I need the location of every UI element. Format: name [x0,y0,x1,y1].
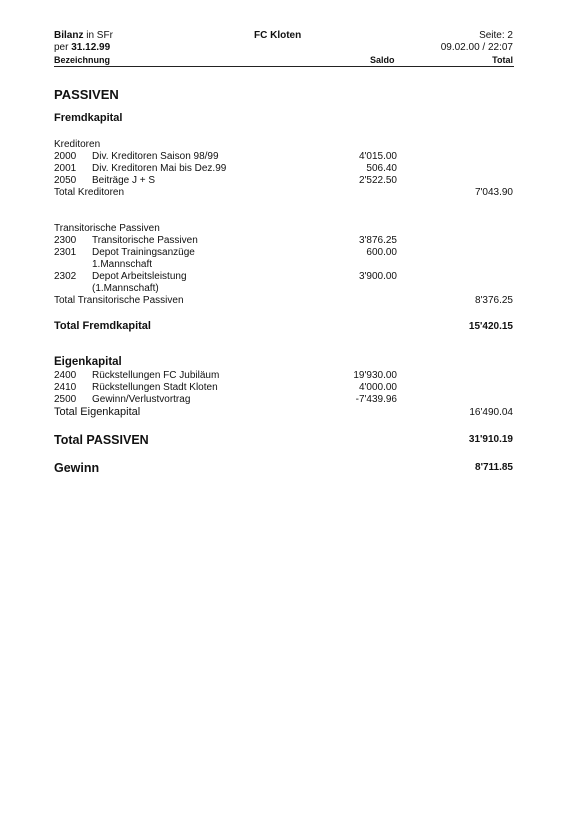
account-number: 2301 [54,247,77,258]
account-label: Beiträge J + S [92,175,156,186]
kreditoren-total-value: 7'043.90 [474,187,513,198]
eigenkapital-total-value: 16'490.04 [469,407,513,418]
kreditoren-total-label: Total Kreditoren [54,187,125,198]
gewinn-label: Gewinn [54,461,100,475]
account-label: Transitorische Passiven [92,235,198,246]
report-title-bold: Bilanz [54,30,84,41]
account-number: 2400 [54,370,77,381]
column-header-saldo: Saldo [370,55,395,65]
account-number: 2000 [54,151,77,162]
report-date-prefix: per [54,42,72,53]
account-label: Rückstellungen Stadt Kloten [92,382,218,393]
account-label-line2: (1.Mannschaft) [92,283,159,294]
account-saldo: 506.40 [366,163,397,174]
account-label: Div. Kreditoren Saison 98/99 [92,151,219,162]
report-title [54,30,113,41]
account-saldo: 600.00 [366,247,397,258]
account-label: Depot Trainingsanzüge [92,247,195,258]
header-rule [54,66,514,67]
report-date-value: 31.12.99 [71,42,111,53]
account-label: Rückstellungen FC Jubiläum [92,370,220,381]
account-label-line2: 1.Mannschaft [92,259,153,270]
account-saldo: 19'930.00 [353,370,397,381]
gewinn-value: 8'711.85 [475,462,513,473]
eigenkapital-total-label: Total Eigenkapital [54,406,141,418]
account-number: 2300 [54,235,77,246]
transitorische-title: Transitorische Passiven [54,223,160,234]
account-saldo: 4'000.00 [358,382,397,393]
account-number: 2050 [54,175,77,186]
total-passiven-label: Total PASSIVEN [54,433,149,447]
company-name: FC Kloten [254,30,302,41]
account-saldo: 3'876.25 [358,235,397,246]
report-date [54,42,110,53]
eigenkapital-title: Eigenkapital [54,356,122,368]
account-saldo: 3'900.00 [358,271,397,282]
section-title: PASSIVEN [54,87,119,102]
account-saldo: 2'522.50 [358,175,397,186]
report-currency: in SFr [83,30,113,41]
page-number: Seite: 2 [479,30,513,41]
fremdkapital-total-label: Total Fremdkapital [54,320,151,332]
column-header-label: Bezeichnung [54,55,111,65]
fremdkapital-total-value: 15'420.15 [468,321,513,332]
transitorische-total-value: 8'376.25 [474,295,513,306]
account-saldo: 4'015.00 [358,151,397,162]
account-label: Depot Arbeitsleistung [92,271,187,282]
total-passiven-value: 31'910.19 [468,434,513,445]
account-saldo: -7'439.96 [355,394,397,405]
account-number: 2410 [54,382,77,393]
account-number: 2302 [54,271,77,282]
fremdkapital-title: Fremdkapital [54,112,123,124]
print-datetime: 09.02.00 / 22:07 [440,42,513,53]
column-header-total: Total [492,55,513,65]
account-label: Gewinn/Verlustvortrag [92,394,191,405]
account-label: Div. Kreditoren Mai bis Dez.99 [92,163,227,174]
account-number: 2500 [54,394,77,405]
transitorische-total-label: Total Transitorische Passiven [54,295,184,306]
account-number: 2001 [54,163,77,174]
kreditoren-title: Kreditoren [54,139,101,150]
